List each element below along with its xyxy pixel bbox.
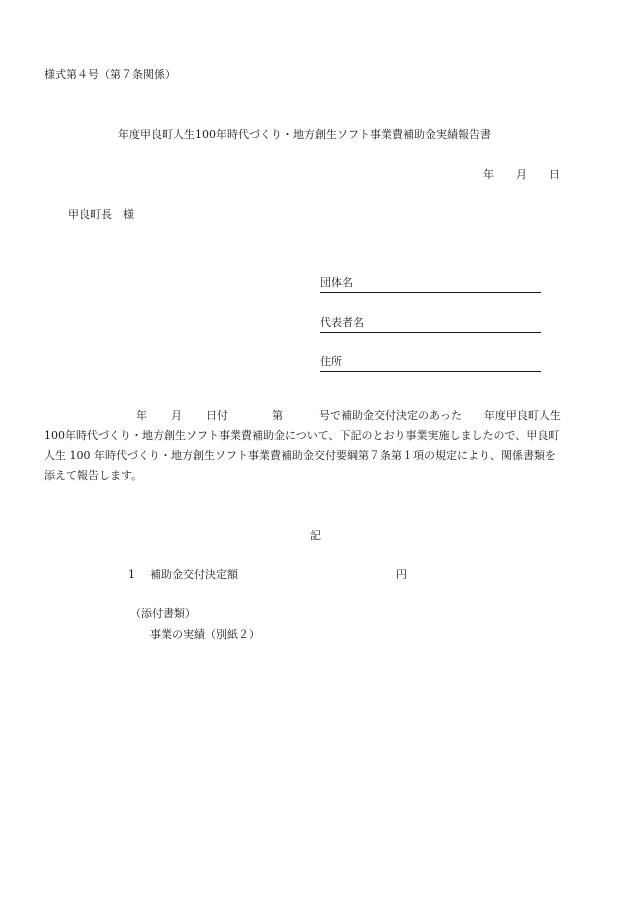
body-line-3: 人生 100 年時代づくり・地方創生ソフト事業費補助金交付要綱第７条第１項の規定により、関係書類を	[44, 449, 556, 462]
item-unit: 円	[396, 568, 407, 581]
body-tail: 年度甲良町人生	[483, 409, 561, 422]
representative-label: 代表者名	[320, 316, 364, 329]
organization-label: 団体名	[320, 276, 353, 289]
date-day: 日	[549, 168, 560, 181]
body-dai: 第	[272, 409, 283, 422]
record-heading: 記	[310, 529, 321, 542]
address-label: 住所	[320, 355, 342, 368]
representative-field[interactable]	[320, 318, 541, 333]
organization-field[interactable]	[320, 278, 541, 293]
body-day: 日付	[206, 409, 228, 422]
body-line-4: 添えて報告します。	[44, 469, 143, 482]
item-label: 補助金交付決定額	[150, 568, 238, 581]
body-month: 月	[171, 409, 182, 422]
body-go: 号で補助金交付決定のあった	[319, 409, 462, 422]
attachment-item: 事業の実績（別紙２）	[150, 628, 260, 641]
address-field[interactable]	[320, 357, 541, 372]
body-year: 年	[136, 409, 147, 422]
date-month: 月	[516, 168, 527, 181]
form-number: 様式第４号（第７条関係）	[44, 68, 176, 81]
document-title: 年度甲良町人生100年時代づくり・地方創生ソフト事業費補助金実績報告書	[118, 128, 491, 141]
body-line-1	[44, 406, 589, 426]
addressee: 甲良町長 様	[68, 208, 134, 221]
date-year: 年	[483, 168, 494, 181]
body-line-2: 100年時代づくり・地方創生ソフト事業費補助金について、下記のとおり事業実施しましたので、甲良町	[44, 429, 560, 442]
item-number: 1	[128, 568, 135, 581]
date-line	[483, 168, 560, 181]
body-paragraph	[44, 406, 589, 486]
attachments-heading: （添付書類）	[130, 607, 196, 620]
